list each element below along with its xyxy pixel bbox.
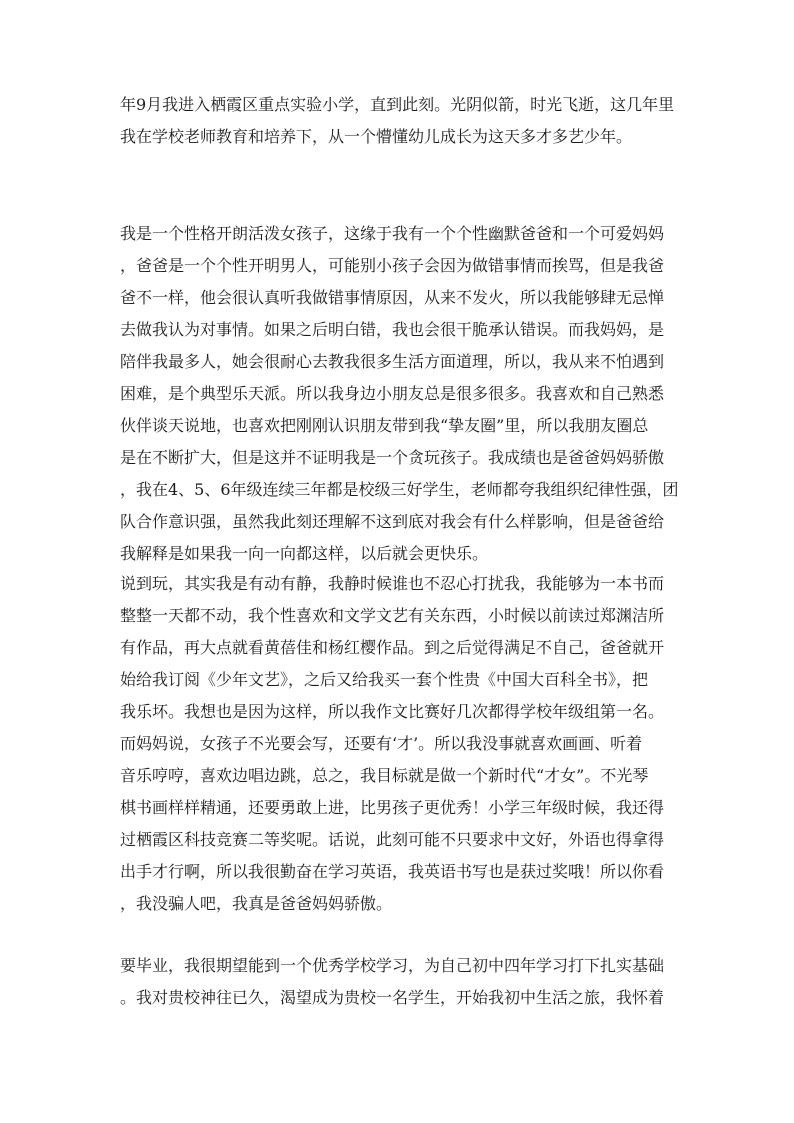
text-line: 我在学校老师教育和培养下，从一个懵懂幼儿成长为这天多才多艺少年。 <box>120 127 633 146</box>
text-line: ，爸爸是一个个性开明男人，可能别小孩子会因为做错事情而挨骂，但是我爸 <box>120 256 665 275</box>
paragraph-family-personality <box>120 218 680 570</box>
paragraph-school-years <box>120 89 680 153</box>
text-line: 说到玩，其实我是有动有静，我静时候谁也不忍心打扰我，我能够为一本书而 <box>120 574 665 593</box>
text-line: 去做我认为对事情。如果之后明白错，我也会很干脆承认错误。而我妈妈，是 <box>120 320 665 339</box>
text-line: 始给我订阅《少年文艺》，之后又给我买一套个性贵《中国大百科全书》，把 <box>120 670 649 689</box>
text-line: 伙伴谈天说地，也喜欢把刚刚认识朋友带到我“挚友圈”里，所以我朋友圈总 <box>120 416 649 435</box>
text-line: ，我没骗人吧，我真是爸爸妈妈骄傲。 <box>120 894 393 913</box>
text-line: 出手才行啊，所以我很勤奋在学习英语，我英语书写也是获过奖哦！所以你看 <box>120 862 665 881</box>
text-line: 有作品，再大点就看黄蓓佳和杨红樱作品。到之后觉得满足不自己，爸爸就开 <box>120 638 665 657</box>
text-line: 我解释是如果我一向一向都这样，以后就会更快乐。 <box>120 544 489 563</box>
text-line: 队合作意识强，虽然我此刻还理解不这到底对我会有什么样影响，但是爸爸给 <box>120 512 665 531</box>
text-line: 过栖霞区科技竞赛二等奖呢。话说，此刻可能不只要求中文好，外语也得拿得 <box>120 830 665 849</box>
text-line: 整整一天都不动，我个性喜欢和文学文艺有关东西，小时候以前读过郑渊洁所 <box>120 606 665 625</box>
paragraph-hobbies-achievements <box>120 568 680 920</box>
text-line: 年9月我进入栖霞区重点实验小学，直到此刻。光阴似箭，时光飞逝，这几年里 <box>120 95 675 114</box>
text-line: 。我对贵校神往已久，渴望成为贵校一名学生，开始我初中生活之旅，我怀着 <box>120 988 665 1007</box>
text-line: 是在不断扩大，但是这并不证明我是一个贪玩孩子。我成绩也是爸爸妈妈骄傲 <box>120 448 665 467</box>
text-line: 棋书画样样精通，还要勇敢上进，比男孩子更优秀！小学三年级时候，我还得 <box>120 798 665 817</box>
text-line: 音乐哼哼，喜欢边唱边跳，总之，我目标就是做一个新时代“才女”。不光琴 <box>120 766 649 785</box>
text-line: 而妈妈说，女孩子不光要会写，还要有‘才’。所以我没事就喜欢画画、听着 <box>120 734 643 753</box>
paragraph-graduation-hopes <box>120 950 680 1014</box>
text-line: 我是一个性格开朗活泼女孩子，这缘于我有一个个性幽默爸爸和一个可爱妈妈 <box>120 224 665 243</box>
text-line: 我乐坏。我想也是因为这样，所以我作文比赛好几次都得学校年级组第一名。 <box>120 702 665 721</box>
text-line: 困难，是个典型乐天派。所以我身边小朋友总是很多很多。我喜欢和自己熟悉 <box>120 384 665 403</box>
text-line: ，我在4、5、6年级连续三年都是校级三好学生，老师都夸我组织纪律性强，团 <box>120 480 679 499</box>
text-line: 爸不一样，他会很认真听我做错事情原因，从来不发火，所以我能够肆无忌惮 <box>120 288 665 307</box>
text-line: 陪伴我最多人，她会很耐心去教我很多生活方面道理，所以，我从来不怕遇到 <box>120 352 665 371</box>
text-line: 要毕业，我很期望能到一个优秀学校学习，为自己初中四年学习打下扎实基础 <box>120 956 665 975</box>
